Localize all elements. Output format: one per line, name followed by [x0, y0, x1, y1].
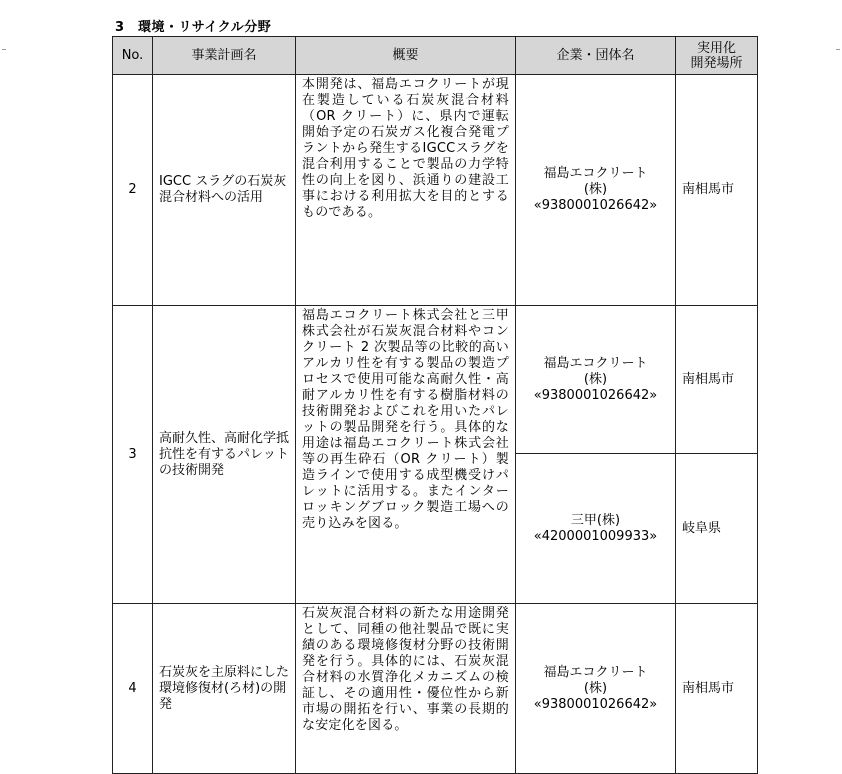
page-edge-mark-left: [2, 49, 6, 50]
row-company: [516, 306, 676, 454]
row-no: 4: [113, 604, 153, 774]
company-name: 福島エコクリート (株) «9380001026642»: [533, 166, 658, 213]
header-summary: 概要: [296, 37, 516, 75]
table-row: [113, 604, 758, 774]
company-name: 福島エコクリート (株) «9380001026642»: [533, 664, 658, 712]
section-title: 3 環境・リサイクル分野: [115, 20, 272, 35]
header-project-name: 事業計画名: [153, 37, 296, 75]
row-place: 南相馬市: [676, 604, 758, 774]
row-place: 南相馬市: [676, 75, 758, 306]
header-no: No.: [113, 37, 153, 75]
table-header-row: [113, 37, 758, 75]
row-no: 2: [113, 75, 153, 306]
row-place: 南相馬市: [676, 306, 758, 454]
page-edge-mark-right: [836, 49, 840, 50]
table-row: [113, 306, 758, 454]
row-summary: 石炭灰混合材料の新たな用途開発として、同種の他社製品で既に実績のある環境修復材分野の技術開発を行う。具体的には、石炭灰混合材料の水質浄化メカニズムの検証し、その適用性・優位性から新市場の開拓を行い、事業の長期的な安定化を図る。: [296, 604, 516, 774]
row-project-name: IGCC スラグの石炭灰混合材料への活用: [153, 75, 296, 306]
project-table: [112, 36, 758, 774]
company-name: 三甲(株) «4200001009933»: [533, 512, 658, 544]
row-no: 3: [113, 306, 153, 604]
row-company: [516, 75, 676, 306]
company-name: 福島エコクリート (株) «9380001026642»: [533, 355, 658, 403]
header-place-text: 実用化 開発場所: [690, 40, 743, 71]
row-summary: 福島エコクリート株式会社と三甲株式会社が石炭灰混合材料やコンクリート 2 次製品等の比較的高いアルカリ性を有する製品の製造プロセスで使用可能な高耐久性・高耐アルカリ性を有する樹脂材料の技術開発およびこれを用いたパレットの製品開発を行う。具体的な用途は福島エコクリート株式会社等の再生砕石（OR クリート）製造ラインで使用する成型機受けパレットに活用する。またインターロッキングブロック製造工場への売り込みを図る。: [296, 306, 516, 604]
table-row: [113, 75, 758, 306]
header-company: 企業・団体名: [516, 37, 676, 75]
row-company: [516, 454, 676, 604]
row-summary: 本開発は、福島エコクリートが現在製造している石炭灰混合材料（OR クリート）に、県内で運転開始予定の石炭ガス化複合発電プラントから発生するIGCCスラグを混合利用することで製品の力学特性の向上を図り、浜通りの建設工事における利用拡大を目的とするものである。: [296, 75, 516, 306]
row-company: [516, 604, 676, 774]
header-place: [676, 37, 758, 75]
row-project-name: 石炭灰を主原料にした環境修復材(ろ材)の開発: [153, 604, 296, 774]
row-place: 岐阜県: [676, 454, 758, 604]
row-project-name: 高耐久性、高耐化学抵抗性を有するパレットの技術開発: [153, 306, 296, 604]
